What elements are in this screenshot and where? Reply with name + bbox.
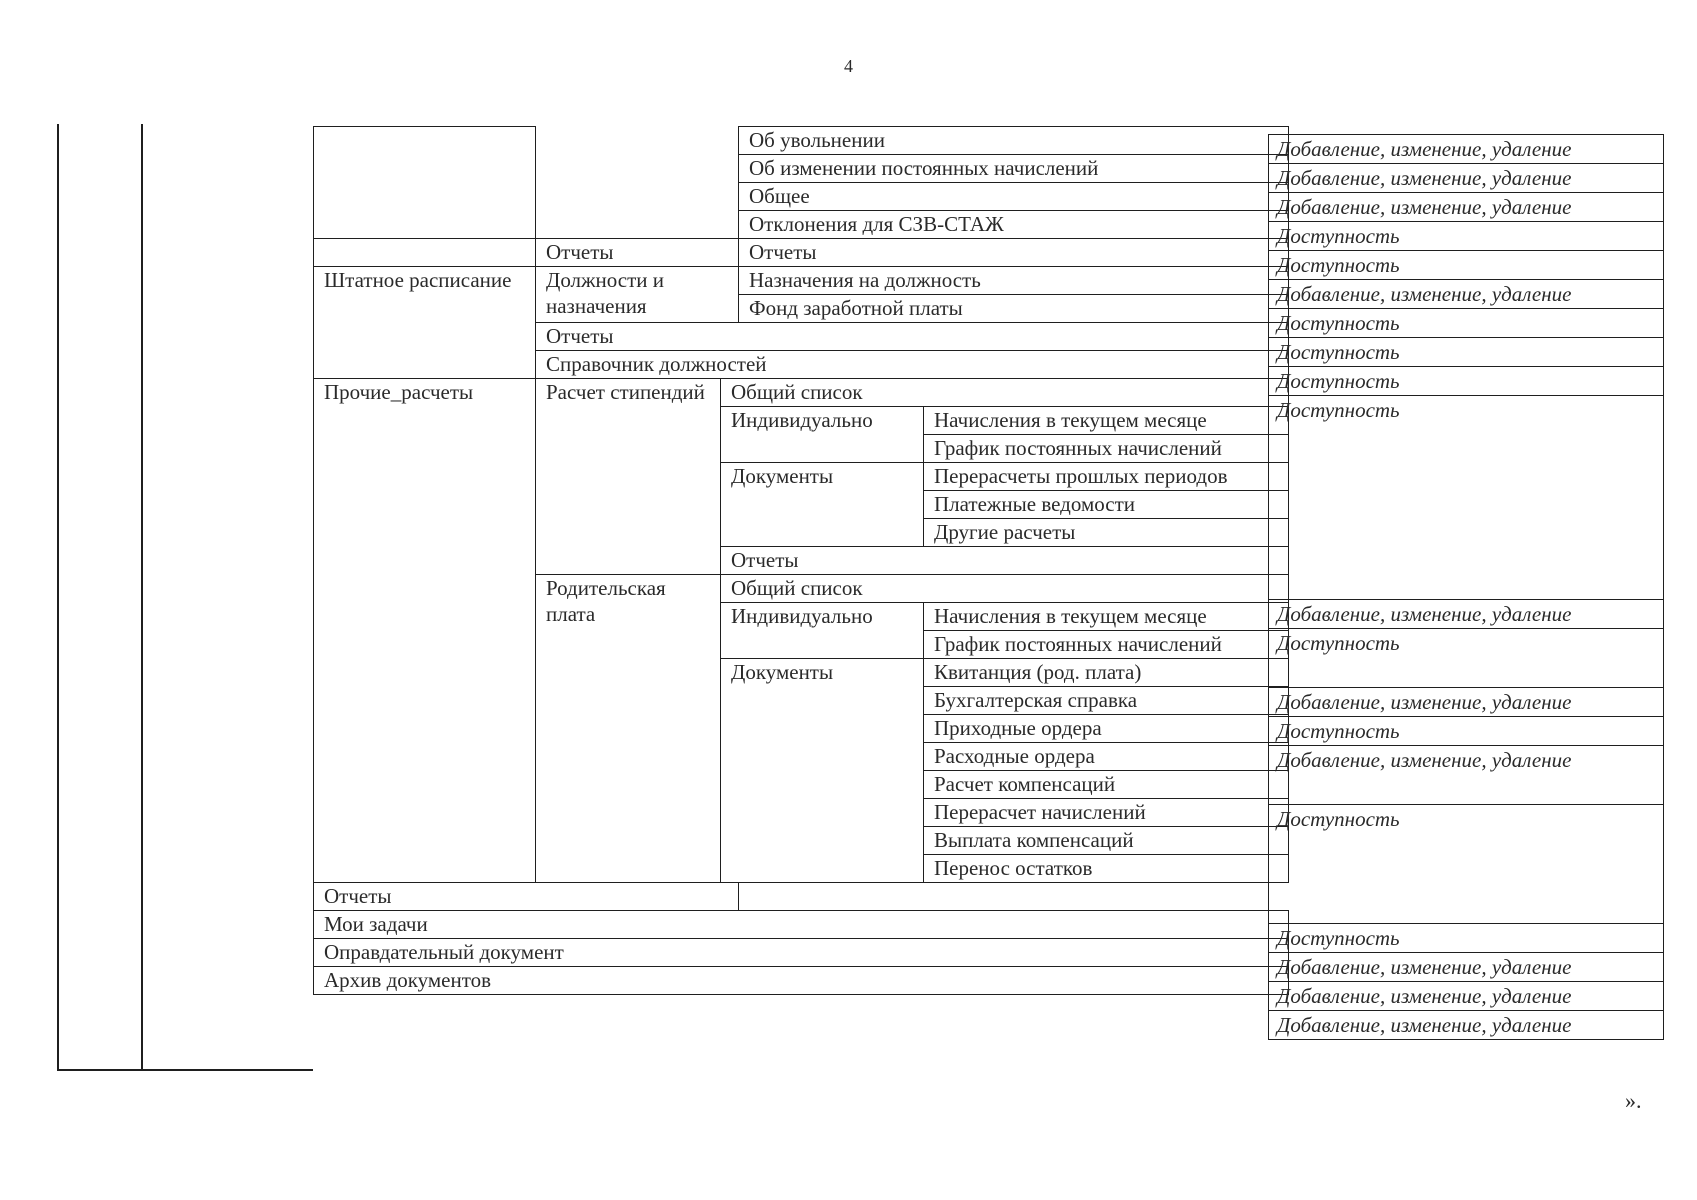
menu-item-rod-pereraschet: Перерасчет начислений — [924, 799, 1289, 827]
menu-item-uvolnenie: Об увольнении — [739, 127, 1289, 155]
right-cell: Добавление, изменение, удаление — [1269, 135, 1664, 164]
table-row — [314, 939, 1289, 967]
menu-item-obshee: Общее — [739, 183, 1289, 211]
right-cell: Доступность — [1269, 396, 1664, 600]
right-cell: Доступность — [1269, 924, 1664, 953]
menu-tree-table — [313, 126, 1289, 995]
right-cell: Добавление, изменение, удаление — [1269, 746, 1664, 805]
menu-item-rod-vyplata: Выплата компенсаций — [924, 827, 1289, 855]
menu-item-spravochnik: Справочник должностей — [536, 351, 1289, 379]
menu-item-moi-zadachi: Мои задачи — [314, 911, 1289, 939]
menu-item-naznacheniya: Назначения на должность — [739, 267, 1289, 295]
table-row — [314, 267, 1289, 295]
right-cell: Добавление, изменение, удаление — [1269, 982, 1664, 1011]
menu-item-fond: Фонд заработной платы — [739, 295, 1289, 323]
menu-item-stip-pereraschety: Перерасчеты прошлых периодов — [924, 463, 1289, 491]
menu-item-rod-raschet-komp: Расчет компенсаций — [924, 771, 1289, 799]
menu-group-stip-dokumenty: Документы — [721, 463, 924, 547]
table-row — [314, 911, 1289, 939]
right-cell: Доступность — [1269, 251, 1664, 280]
right-cell: Доступность — [1269, 338, 1664, 367]
menu-item-rod-buhgalterskaya: Бухгалтерская справка — [924, 687, 1289, 715]
menu-item-shtat-otchety: Отчеты — [536, 323, 1289, 351]
menu-item-rod-prihodnye: Приходные ордера — [924, 715, 1289, 743]
menu-section-roditelskaya: Родительская плата — [536, 575, 721, 883]
menu-item-stip-nachisleniya: Начисления в текущем месяце — [924, 407, 1289, 435]
right-cell: Добавление, изменение, удаление — [1269, 600, 1664, 629]
menu-section-shtat: Штатное расписание — [314, 267, 536, 379]
empty-cell — [314, 127, 536, 239]
right-cell: Добавление, изменение, удаление — [1269, 193, 1664, 222]
right-cell: Добавление, изменение, удаление — [1269, 688, 1664, 717]
menu-item-rod-nachisleniya: Начисления в текущем месяце — [924, 603, 1289, 631]
table-row — [314, 127, 1289, 155]
menu-item-rod-otchety: Отчеты — [314, 883, 739, 911]
menu-group-rod-dokumenty: Документы — [721, 659, 924, 883]
table-row — [314, 239, 1289, 267]
menu-group-stip-individualno: Индивидуально — [721, 407, 924, 463]
right-cell: Доступность — [1269, 367, 1664, 396]
right-cell: Доступность — [1269, 222, 1664, 251]
closing-quote: ». — [1625, 1088, 1642, 1113]
table-row — [314, 967, 1289, 995]
menu-item-rod-kvitanciya: Квитанция (род. плата) — [924, 659, 1289, 687]
right-cell: Доступность — [1269, 309, 1664, 338]
menu-section-stipendii: Расчет стипендий — [536, 379, 721, 575]
menu-item-stip-grafik: График постоянных начислений — [924, 435, 1289, 463]
menu-item-opravdatelnyj: Оправдательный документ — [314, 939, 1289, 967]
right-cell: Доступность — [1269, 805, 1664, 924]
menu-section-otchety: Отчеты — [536, 239, 739, 267]
menu-item-rod-obshiy: Общий список — [721, 575, 1289, 603]
right-cell: Добавление, изменение, удаление — [1269, 280, 1664, 309]
empty-cell — [536, 127, 739, 239]
menu-item-otchety: Отчеты — [739, 239, 1289, 267]
right-cell: Доступность — [1269, 717, 1664, 746]
empty-cell — [314, 239, 536, 267]
right-cell: Доступность — [1269, 629, 1664, 688]
menu-item-stip-platezhnye: Платежные ведомости — [924, 491, 1289, 519]
menu-item-rod-perenos: Перенос остатков — [924, 855, 1289, 883]
rights-table — [1268, 134, 1664, 1040]
menu-section-dolzhnosti: Должности и назначения — [536, 267, 739, 323]
menu-item-stip-drugie: Другие расчеты — [924, 519, 1289, 547]
frame-bottom-line — [57, 1069, 313, 1071]
frame-line-1 — [57, 124, 59, 1070]
menu-item-otkloneniya: Отклонения для СЗВ-СТАЖ — [739, 211, 1289, 239]
menu-item-izmenenie: Об изменении постоянных начислений — [739, 155, 1289, 183]
right-cell: Добавление, изменение, удаление — [1269, 164, 1664, 193]
menu-item-arhiv: Архив документов — [314, 967, 1289, 995]
menu-item-rod-grafik: График постоянных начислений — [924, 631, 1289, 659]
right-cell: Добавление, изменение, удаление — [1269, 1011, 1664, 1040]
menu-item-stip-otchety: Отчеты — [721, 547, 1289, 575]
menu-section-prochie: Прочие_расчеты — [314, 379, 536, 883]
menu-item-stip-obshiy: Общий список — [721, 379, 1289, 407]
table-row — [314, 883, 1289, 911]
menu-group-rod-individualno: Индивидуально — [721, 603, 924, 659]
menu-item-rod-rashodnye: Расходные ордера — [924, 743, 1289, 771]
page-number: 4 — [844, 56, 853, 76]
table-row — [314, 379, 1289, 407]
frame-line-2 — [141, 124, 143, 1070]
right-cell: Добавление, изменение, удаление — [1269, 953, 1664, 982]
